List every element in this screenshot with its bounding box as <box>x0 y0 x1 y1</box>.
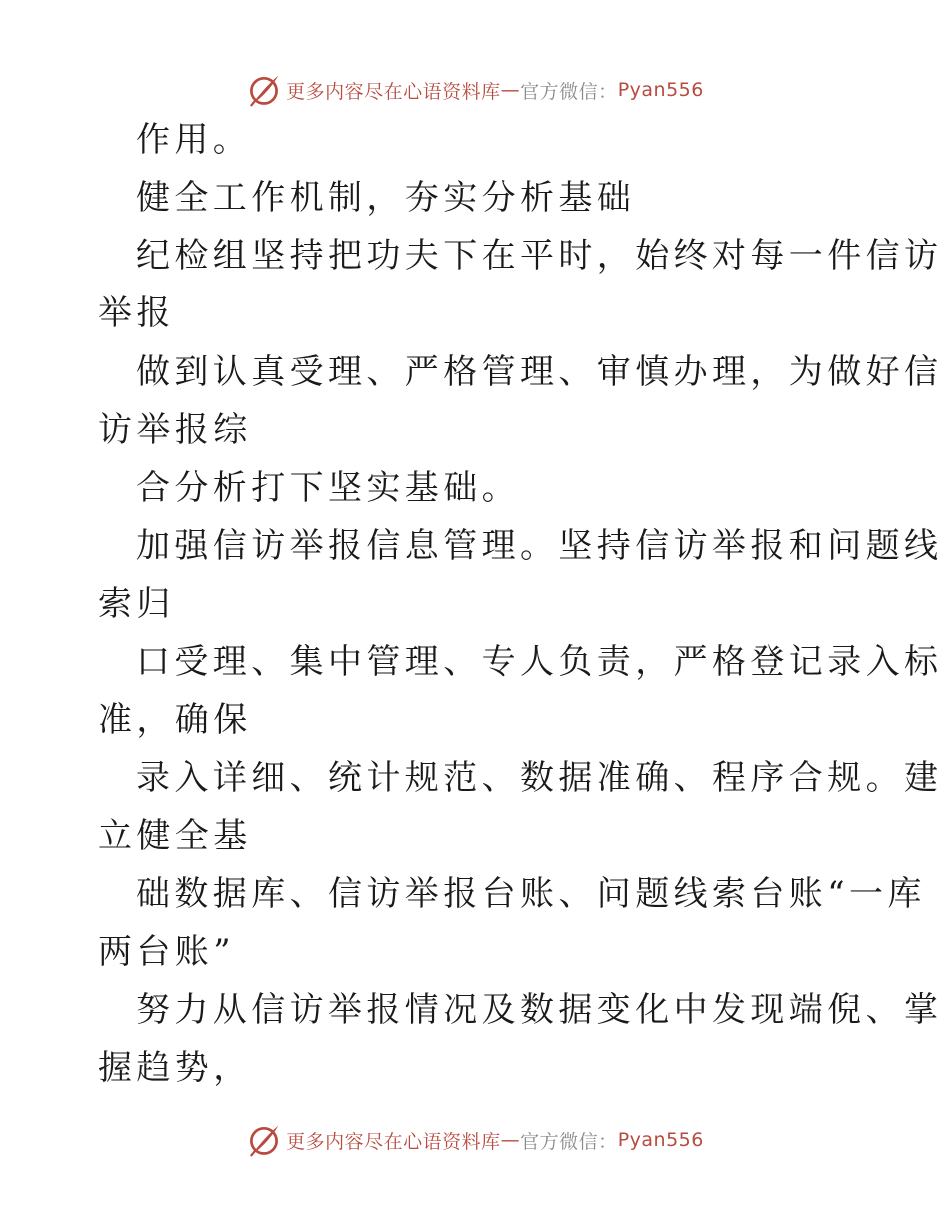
wechat-handle: Pyan556 <box>617 79 704 101</box>
text-line: 准，确保 <box>98 700 252 740</box>
wechat-handle: Pyan556 <box>617 1129 704 1151</box>
watermark-separator: — <box>500 79 521 101</box>
text-line: 两台账” <box>98 932 235 972</box>
text-line: 立健全基 <box>98 816 252 856</box>
text-line: 做到认真受理、严格管理、审慎办理，为做好信 <box>136 352 943 392</box>
quill-pen-logo-icon <box>246 1122 282 1158</box>
text-line: 加强信访举报信息管理。坚持信访举报和问题线 <box>136 526 943 566</box>
text-line: 索归 <box>98 584 175 624</box>
text-line: 握趋势， <box>98 1048 252 1088</box>
quill-pen-logo-icon <box>246 72 282 108</box>
wechat-label: 官方微信： <box>520 80 618 103</box>
text-line: 录入详细、统计规范、数据准确、程序合规。建 <box>136 758 943 798</box>
text-line: 口受理、集中管理、专人负责，严格登记录入标 <box>136 642 943 682</box>
text-line: 合分析打下坚实基础。 <box>136 468 520 508</box>
watermark-separator: — <box>500 1129 521 1151</box>
watermark-text: 更多内容尽在心语资料库 <box>286 80 501 103</box>
text-line: 健全工作机制，夯实分析基础 <box>136 178 636 218</box>
text-line: 举报 <box>98 293 175 333</box>
text-line: 努力从信访举报情况及数据变化中发现端倪、掌 <box>136 990 943 1030</box>
text-line: 作用。 <box>136 120 252 160</box>
wechat-label: 官方微信： <box>520 1130 618 1153</box>
text-line: 纪检组坚持把功夫下在平时，始终对每一件信访 <box>136 236 943 276</box>
header-watermark <box>0 70 950 110</box>
watermark-text: 更多内容尽在心语资料库 <box>286 1130 501 1153</box>
footer-watermark <box>0 1120 950 1160</box>
text-line: 访举报综 <box>98 410 252 450</box>
text-line: 础数据库、信访举报台账、问题线索台账“一库 <box>136 874 926 914</box>
